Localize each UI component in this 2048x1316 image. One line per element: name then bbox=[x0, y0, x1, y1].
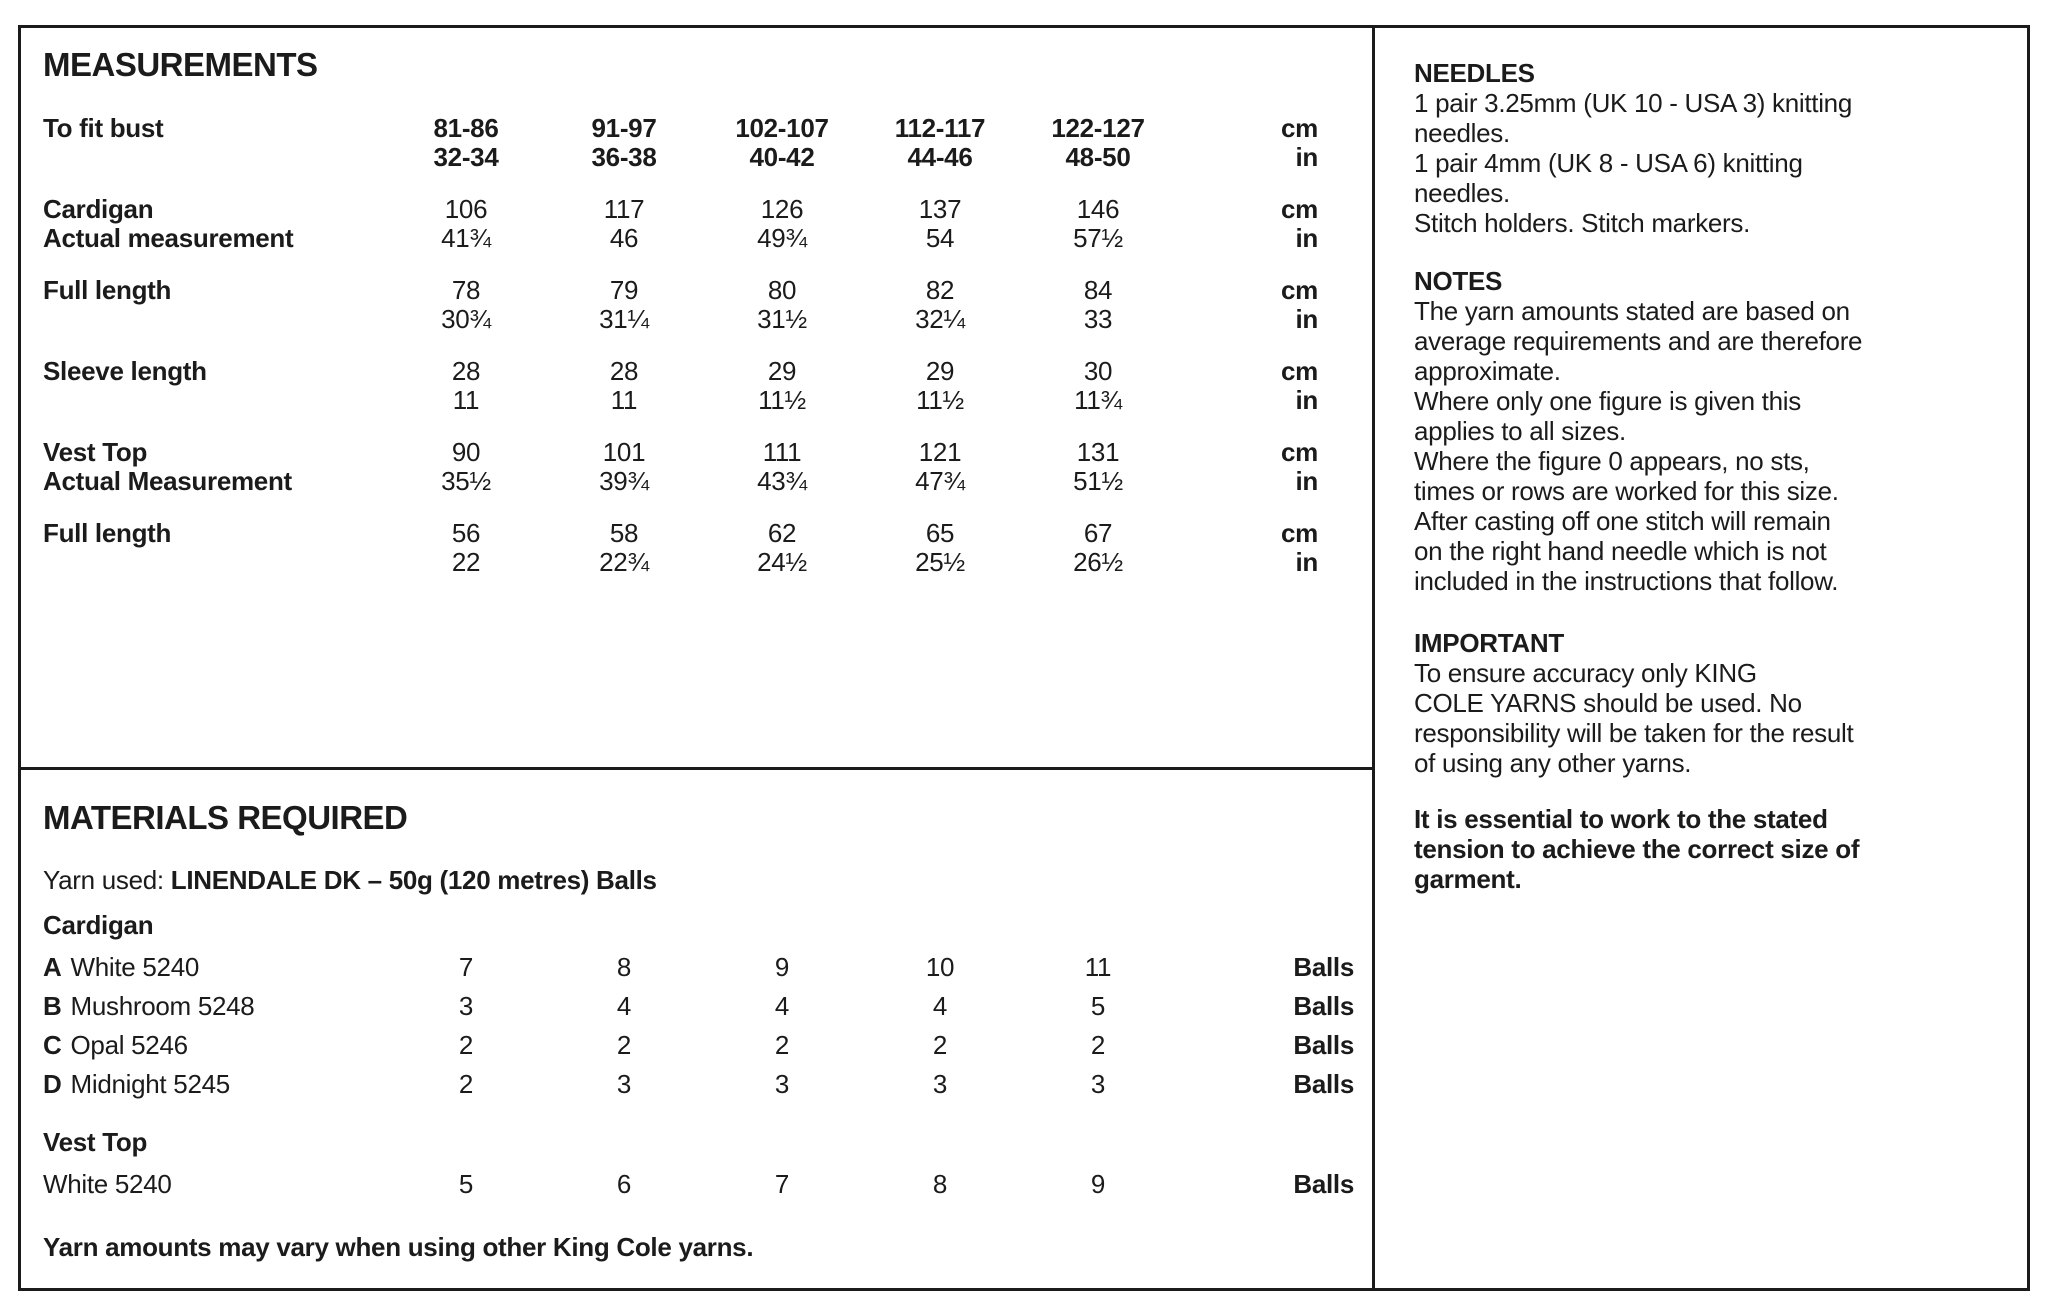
unit-cm: cm bbox=[1281, 437, 1318, 467]
measurement-value: 101 bbox=[602, 437, 646, 467]
measurements-title: MEASUREMENTS bbox=[43, 46, 318, 83]
measurement-value: 26½ bbox=[1073, 547, 1123, 577]
measurement-value: 106 bbox=[444, 194, 488, 224]
tension-warning bbox=[1414, 804, 2003, 894]
measurement-row-cm bbox=[43, 114, 1354, 143]
needles-text: 1 pair 3.25mm (UK 10 - USA 3) knitting bbox=[1414, 88, 1853, 118]
measurement-value: 43¾ bbox=[757, 466, 807, 496]
ball-count: 3 bbox=[616, 1069, 632, 1099]
document-frame bbox=[18, 25, 2030, 1291]
materials-rows bbox=[43, 948, 1354, 1104]
yarn-colour: Opal 5246 bbox=[70, 1030, 188, 1060]
ball-count: 4 bbox=[616, 991, 632, 1021]
ball-count: 6 bbox=[616, 1169, 632, 1199]
measurement-value: 131 bbox=[1076, 437, 1120, 467]
important-section bbox=[1414, 628, 2003, 894]
measurement-value: 11¾ bbox=[1074, 385, 1122, 415]
unit-cm: cm bbox=[1281, 113, 1318, 143]
important-text: To ensure accuracy only KING bbox=[1414, 658, 1757, 688]
yarn-name bbox=[43, 1026, 387, 1065]
row-label: Actual Measurement bbox=[43, 466, 292, 496]
measurement-group-vest-full-length bbox=[43, 519, 1354, 577]
measurement-value: 25½ bbox=[915, 547, 965, 577]
measurement-value: 24½ bbox=[757, 547, 807, 577]
unit-in: in bbox=[1295, 304, 1318, 334]
materials-title: MATERIALS REQUIRED bbox=[43, 799, 408, 836]
measurement-group-vest-top bbox=[43, 438, 1354, 496]
measurement-value: 51½ bbox=[1073, 466, 1123, 496]
yarn-colour: White 5240 bbox=[43, 1169, 172, 1199]
measurement-group-full-length bbox=[43, 276, 1354, 334]
materials-cardigan bbox=[43, 910, 1354, 1104]
size-value: 91-97 bbox=[591, 113, 657, 143]
size-value: 112-117 bbox=[894, 113, 986, 143]
measurement-value: 80 bbox=[767, 275, 797, 305]
unit-in: in bbox=[1295, 223, 1318, 253]
unit-cm: cm bbox=[1281, 194, 1318, 224]
measurement-row-in bbox=[43, 143, 1354, 172]
measurement-value: 49¾ bbox=[757, 223, 807, 253]
measurement-row-cm bbox=[43, 276, 1354, 305]
ball-count: 3 bbox=[774, 1069, 790, 1099]
materials-vest-top bbox=[43, 1127, 1354, 1204]
measurement-value: 30¾ bbox=[441, 304, 491, 334]
measurements-section bbox=[21, 28, 1375, 770]
important-title: IMPORTANT bbox=[1414, 628, 1564, 658]
yarn-used-value: LINENDALE DK – 50g (120 metres) Balls bbox=[170, 865, 657, 895]
size-value: 44-46 bbox=[907, 142, 973, 172]
row-label: Sleeve length bbox=[43, 356, 207, 386]
measurement-value: 65 bbox=[925, 518, 955, 548]
size-value: 36-38 bbox=[591, 142, 657, 172]
yarn-name bbox=[43, 1065, 387, 1104]
yarn-used-line bbox=[43, 864, 1354, 896]
notes-text: After casting off one stitch will remain bbox=[1414, 506, 1831, 536]
yarn-name bbox=[43, 987, 387, 1026]
row-label: Full length bbox=[43, 518, 172, 548]
measurement-value: 78 bbox=[451, 275, 481, 305]
yarn-colour: White 5240 bbox=[70, 952, 200, 982]
ball-count: 2 bbox=[1090, 1030, 1106, 1060]
ball-count: 5 bbox=[458, 1169, 474, 1199]
ball-count: 7 bbox=[458, 952, 474, 982]
yarn-code: A bbox=[43, 952, 62, 982]
yarn-row bbox=[43, 1026, 1354, 1065]
unit-in: in bbox=[1295, 385, 1318, 415]
notes-text: approximate. bbox=[1414, 356, 1561, 386]
measurement-value: 28 bbox=[609, 356, 639, 386]
measurement-value: 30 bbox=[1083, 356, 1113, 386]
yarn-colour: Midnight 5245 bbox=[70, 1069, 230, 1099]
unit-cm: cm bbox=[1281, 518, 1318, 548]
ball-count: 2 bbox=[774, 1030, 790, 1060]
measurement-value: 57½ bbox=[1073, 223, 1123, 253]
size-value: 102-107 bbox=[735, 113, 829, 143]
size-value: 48-50 bbox=[1065, 142, 1131, 172]
measurement-row-in bbox=[43, 386, 1354, 415]
important-text: COLE YARNS should be used. No bbox=[1414, 688, 1802, 718]
yarn-name bbox=[43, 1165, 387, 1204]
measurement-value: 117 bbox=[603, 194, 645, 224]
balls-unit: Balls bbox=[1293, 1069, 1354, 1099]
yarn-colour: Mushroom 5248 bbox=[70, 991, 255, 1021]
yarn-footnote: Yarn amounts may vary when using other King Cole yarns. bbox=[43, 1232, 754, 1262]
balls-unit: Balls bbox=[1293, 1169, 1354, 1199]
size-value: 122-127 bbox=[1051, 113, 1145, 143]
balls-unit: Balls bbox=[1293, 1030, 1354, 1060]
balls-unit: Balls bbox=[1293, 952, 1354, 982]
materials-section bbox=[21, 770, 1375, 1288]
measurement-value: 47¾ bbox=[915, 466, 965, 496]
notes-text: on the right hand needle which is not bbox=[1414, 536, 1827, 566]
needles-text: 1 pair 4mm (UK 8 - USA 6) knitting bbox=[1414, 148, 1803, 178]
tension-warning-text: tension to achieve the correct size of bbox=[1414, 834, 1860, 864]
measurement-value: 67 bbox=[1083, 518, 1113, 548]
measurement-value: 31¼ bbox=[599, 304, 649, 334]
measurement-value: 46 bbox=[609, 223, 639, 253]
notes-text: times or rows are worked for this size. bbox=[1414, 476, 1839, 506]
row-label: Actual measurement bbox=[43, 223, 294, 253]
measurement-value: 111 bbox=[762, 437, 802, 467]
ball-count: 3 bbox=[458, 991, 474, 1021]
measurement-value: 29 bbox=[767, 356, 797, 386]
measurement-value: 39¾ bbox=[599, 466, 649, 496]
measurement-value: 35½ bbox=[441, 466, 491, 496]
notes-title: NOTES bbox=[1414, 266, 1503, 296]
needles-text: Stitch holders. Stitch markers. bbox=[1414, 208, 1751, 238]
ball-count: 8 bbox=[932, 1169, 948, 1199]
notes-text: Where the figure 0 appears, no sts, bbox=[1414, 446, 1810, 476]
size-value: 81-86 bbox=[433, 113, 499, 143]
row-label bbox=[43, 305, 387, 334]
notes-text: included in the instructions that follow. bbox=[1414, 566, 1839, 596]
measurement-value: 90 bbox=[451, 437, 481, 467]
needles-text: needles. bbox=[1414, 118, 1510, 148]
measurement-group-to-fit-bust bbox=[43, 114, 1354, 172]
measurement-value: 84 bbox=[1083, 275, 1113, 305]
sidebar bbox=[1378, 28, 2027, 1288]
yarn-row bbox=[43, 948, 1354, 987]
yarn-code: B bbox=[43, 991, 62, 1021]
yarn-code: C bbox=[43, 1030, 62, 1060]
measurement-group-sleeve-length bbox=[43, 357, 1354, 415]
unit-in: in bbox=[1295, 142, 1318, 172]
measurement-value: 79 bbox=[609, 275, 639, 305]
measurement-row-in bbox=[43, 224, 1354, 253]
measurement-value: 121 bbox=[918, 437, 962, 467]
measurement-row-cm bbox=[43, 357, 1354, 386]
balls-unit: Balls bbox=[1293, 991, 1354, 1021]
row-label bbox=[43, 386, 387, 415]
measurement-value: 11½ bbox=[916, 385, 964, 415]
size-value: 40-42 bbox=[749, 142, 815, 172]
notes-text: The yarn amounts stated are based on bbox=[1414, 296, 1850, 326]
ball-count: 4 bbox=[932, 991, 948, 1021]
yarn-row bbox=[43, 1165, 1354, 1204]
measurement-value: 62 bbox=[767, 518, 797, 548]
ball-count: 3 bbox=[1090, 1069, 1106, 1099]
measurement-value: 33 bbox=[1083, 304, 1113, 334]
row-label: Vest Top bbox=[43, 437, 148, 467]
yarn-name bbox=[43, 948, 387, 987]
important-text: of using any other yarns. bbox=[1414, 748, 1692, 778]
tension-warning-text: garment. bbox=[1414, 864, 1522, 894]
measurement-group-cardigan bbox=[43, 195, 1354, 253]
needles-section bbox=[1414, 58, 2003, 238]
row-label bbox=[43, 548, 387, 577]
measurement-row-cm bbox=[43, 438, 1354, 467]
ball-count: 5 bbox=[1090, 991, 1106, 1021]
ball-count: 8 bbox=[616, 952, 632, 982]
measurement-value: 22 bbox=[451, 547, 481, 577]
needles-text: needles. bbox=[1414, 178, 1510, 208]
yarn-row bbox=[43, 987, 1354, 1026]
measurement-value: 146 bbox=[1076, 194, 1120, 224]
measurement-value: 137 bbox=[918, 194, 962, 224]
row-label bbox=[43, 143, 387, 172]
ball-count: 2 bbox=[932, 1030, 948, 1060]
measurement-row-in bbox=[43, 467, 1354, 496]
row-label: Full length bbox=[43, 275, 172, 305]
measurement-value: 126 bbox=[760, 194, 804, 224]
yarn-code: D bbox=[43, 1069, 62, 1099]
measurement-value: 31½ bbox=[757, 304, 807, 334]
ball-count: 3 bbox=[932, 1069, 948, 1099]
measurement-value: 11 bbox=[452, 385, 480, 415]
ball-count: 7 bbox=[774, 1169, 790, 1199]
measurement-value: 32¼ bbox=[915, 304, 965, 334]
measurement-value: 28 bbox=[451, 356, 481, 386]
unit-in: in bbox=[1295, 547, 1318, 577]
tension-warning-text: It is essential to work to the stated bbox=[1414, 804, 1828, 834]
ball-count: 11 bbox=[1084, 952, 1112, 982]
row-label: To fit bust bbox=[43, 113, 164, 143]
measurement-value: 82 bbox=[925, 275, 955, 305]
ball-count: 2 bbox=[458, 1030, 474, 1060]
unit-in: in bbox=[1295, 466, 1318, 496]
ball-count: 2 bbox=[458, 1069, 474, 1099]
unit-cm: cm bbox=[1281, 356, 1318, 386]
unit-cm: cm bbox=[1281, 275, 1318, 305]
measurement-value: 54 bbox=[925, 223, 955, 253]
measurement-row-in bbox=[43, 548, 1354, 577]
materials-rows bbox=[43, 1165, 1354, 1204]
yarn-used-label: Yarn used: bbox=[43, 865, 171, 895]
notes-text: applies to all sizes. bbox=[1414, 416, 1626, 446]
ball-count: 4 bbox=[774, 991, 790, 1021]
row-label: Cardigan bbox=[43, 194, 154, 224]
needles-title: NEEDLES bbox=[1414, 58, 1535, 88]
measurement-value: 11½ bbox=[758, 385, 806, 415]
measurement-row-in bbox=[43, 305, 1354, 334]
notes-text: average requirements and are therefore bbox=[1414, 326, 1863, 356]
measurement-value: 29 bbox=[925, 356, 955, 386]
measurement-row-cm bbox=[43, 195, 1354, 224]
materials-subheader: Cardigan bbox=[43, 910, 154, 940]
ball-count: 2 bbox=[616, 1030, 632, 1060]
notes-section bbox=[1414, 266, 2003, 596]
measurement-value: 22¾ bbox=[599, 547, 649, 577]
ball-count: 9 bbox=[774, 952, 790, 982]
measurement-value: 56 bbox=[451, 518, 481, 548]
measurement-value: 58 bbox=[609, 518, 639, 548]
ball-count: 9 bbox=[1090, 1169, 1106, 1199]
measurement-value: 41¾ bbox=[441, 223, 491, 253]
materials-subheader: Vest Top bbox=[43, 1127, 148, 1157]
yarn-row bbox=[43, 1065, 1354, 1104]
notes-text: Where only one figure is given this bbox=[1414, 386, 1801, 416]
important-text: responsibility will be taken for the result bbox=[1414, 718, 1854, 748]
measurement-value: 11 bbox=[610, 385, 638, 415]
ball-count: 10 bbox=[925, 952, 955, 982]
measurement-row-cm bbox=[43, 519, 1354, 548]
size-value: 32-34 bbox=[433, 142, 499, 172]
